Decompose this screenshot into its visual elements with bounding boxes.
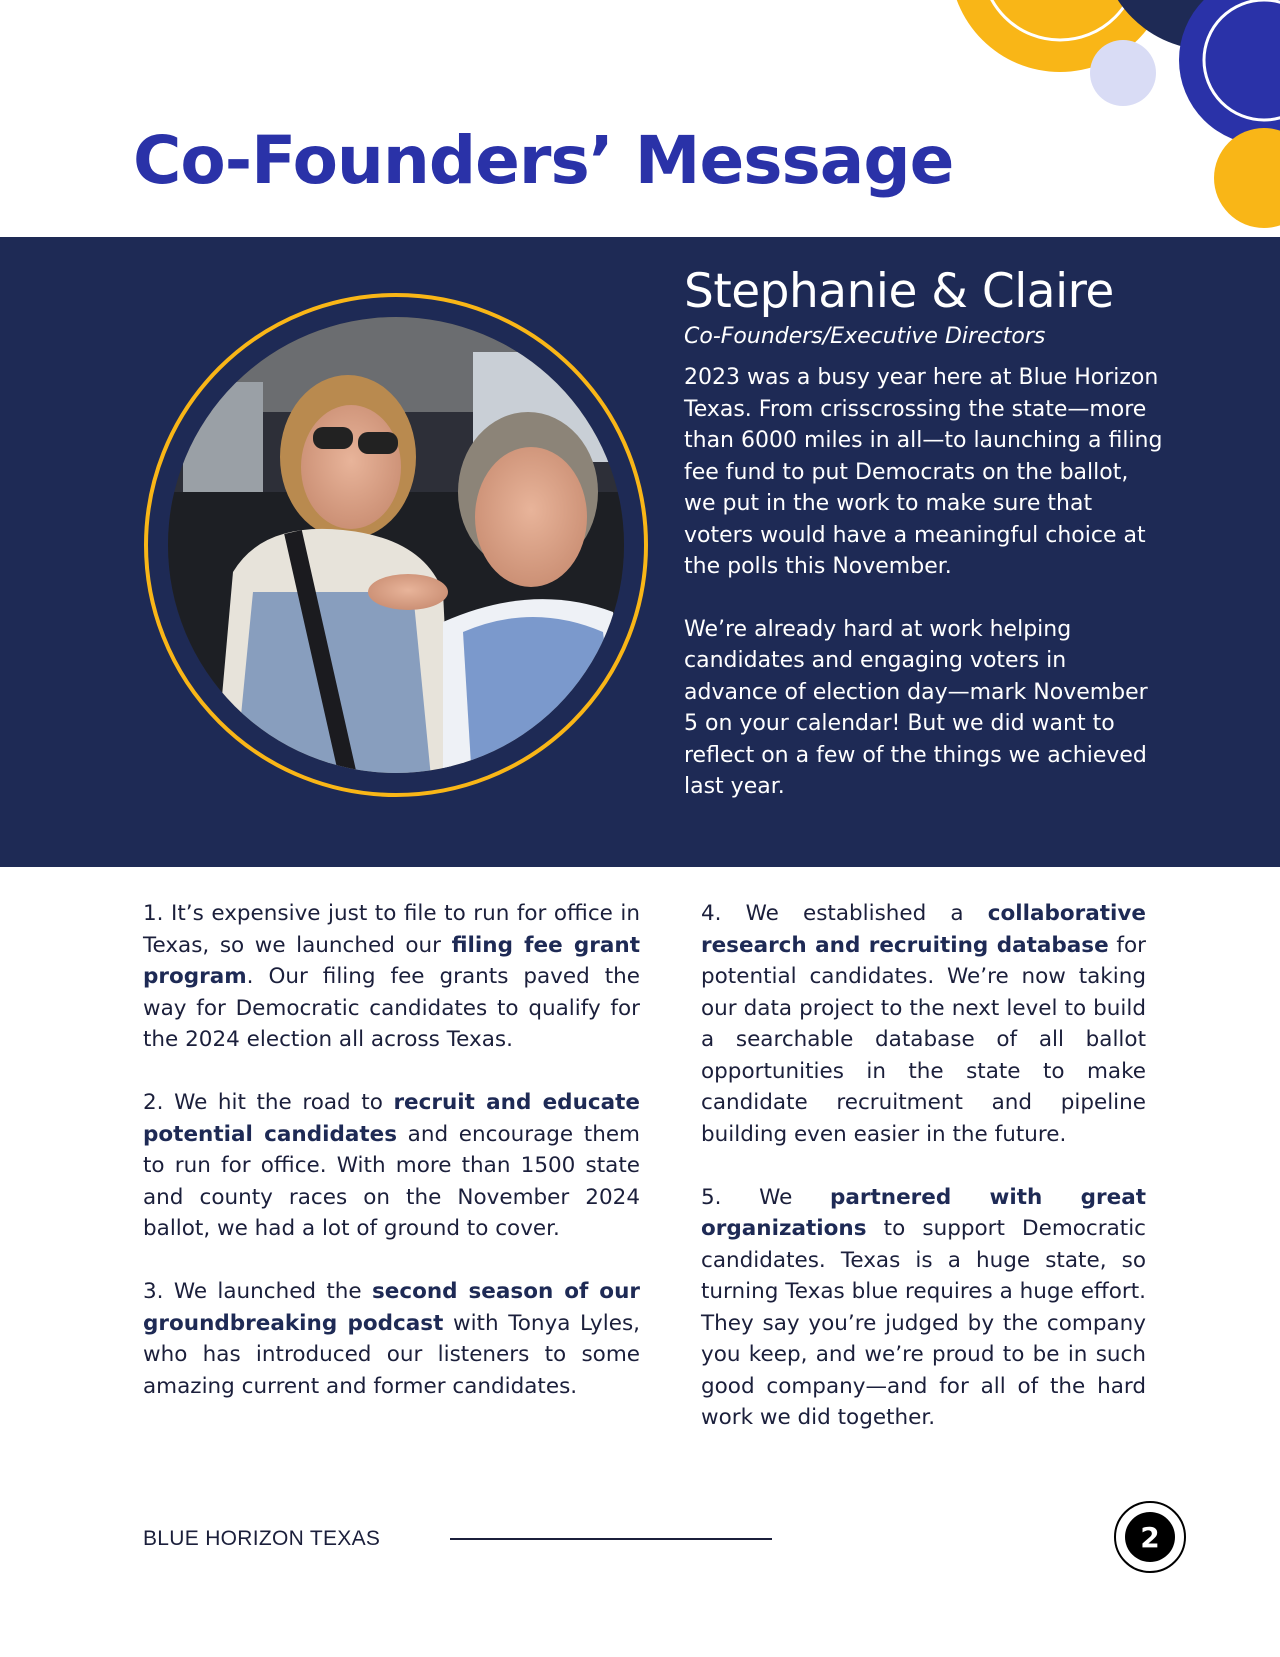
achievement-text: and encourage them to run for office. With more than 1500 state and county races on the November 2024 ballot, we had a lot of ground to cover. <box>143 1121 640 1241</box>
achievements-column-right <box>701 898 1146 1465</box>
achievement-text: . Our filing fee grants paved the way for Democratic candidates to qualify for the 2024 election all across Texas. <box>143 964 640 1052</box>
page-number-badge <box>1114 1501 1186 1573</box>
intro-paragraph-2: We’re already hard at work helping candidates and engaging voters in advance of election day—mark November 5 on your calendar! But we did want to reflect on a few of the things we achieved last year. <box>684 616 1148 799</box>
achievement-text: 5. We <box>701 1184 831 1210</box>
achievement-item <box>701 898 1146 1150</box>
achievement-text: 4. We established a <box>701 901 988 926</box>
achievement-item <box>143 1276 640 1402</box>
achievement-text: with Tonya Lyles, who has introduced our listeners to some amazing current and former candidates. <box>143 1310 640 1399</box>
achievement-item <box>701 1182 1146 1434</box>
achievement-text: to support Democratic candidates. Texas is a huge state, so turning Texas blue requires a huge effort. They say you’re judged by the company you keep, and we’re proud to be in such good company—and for all of the hard work we did together. <box>701 1216 1146 1430</box>
founders-photo <box>143 292 649 798</box>
achievements-column-left <box>143 898 640 1434</box>
banner-text <box>684 262 1164 834</box>
achievement-highlight: partnered with great organizations <box>701 1184 1146 1241</box>
intro-paragraph-1: 2023 was a busy year here at Blue Horizon Texas. From crisscrossing the state—more than 6000 miles in all—to launching a filing fee fund to put Democrats on the ballot, we put in the work to make sure that voters would have a meaningful choice at the polls this November. <box>684 365 1163 579</box>
founder-role: Co-Founders/Executive Directors <box>684 324 1046 349</box>
founder-names: Stephanie & Claire <box>684 264 1114 319</box>
footer-divider <box>450 1538 772 1540</box>
achievement-highlight: recruit and educate potential candidates <box>143 1090 640 1147</box>
page-title: Co-Founders’ Message <box>133 122 954 199</box>
achievement-item <box>143 898 640 1056</box>
achievement-highlight: collaborative research and recruiting database <box>701 901 1146 958</box>
achievement-text: for potential candidates. We’re now taking our data project to the next level to build a searchable database of all ballot opportunities in the state to make candidate recruitment and pipeline building even easier in the future. <box>701 932 1146 1147</box>
achievement-highlight: second season of our groundbreaking podcast <box>143 1279 640 1336</box>
achievement-item <box>143 1087 640 1245</box>
achievement-text: 1. It’s expensive just to file to run for office in Texas, so we launched our <box>143 901 640 958</box>
footer-org-name: BLUE HORIZON TEXAS <box>143 1527 381 1550</box>
achievement-text: 2. We hit the road to <box>143 1090 394 1115</box>
achievement-text: 3. We launched the <box>143 1279 372 1304</box>
achievement-highlight: filing fee grant program <box>143 932 640 989</box>
page-number: 2 <box>1125 1512 1175 1562</box>
